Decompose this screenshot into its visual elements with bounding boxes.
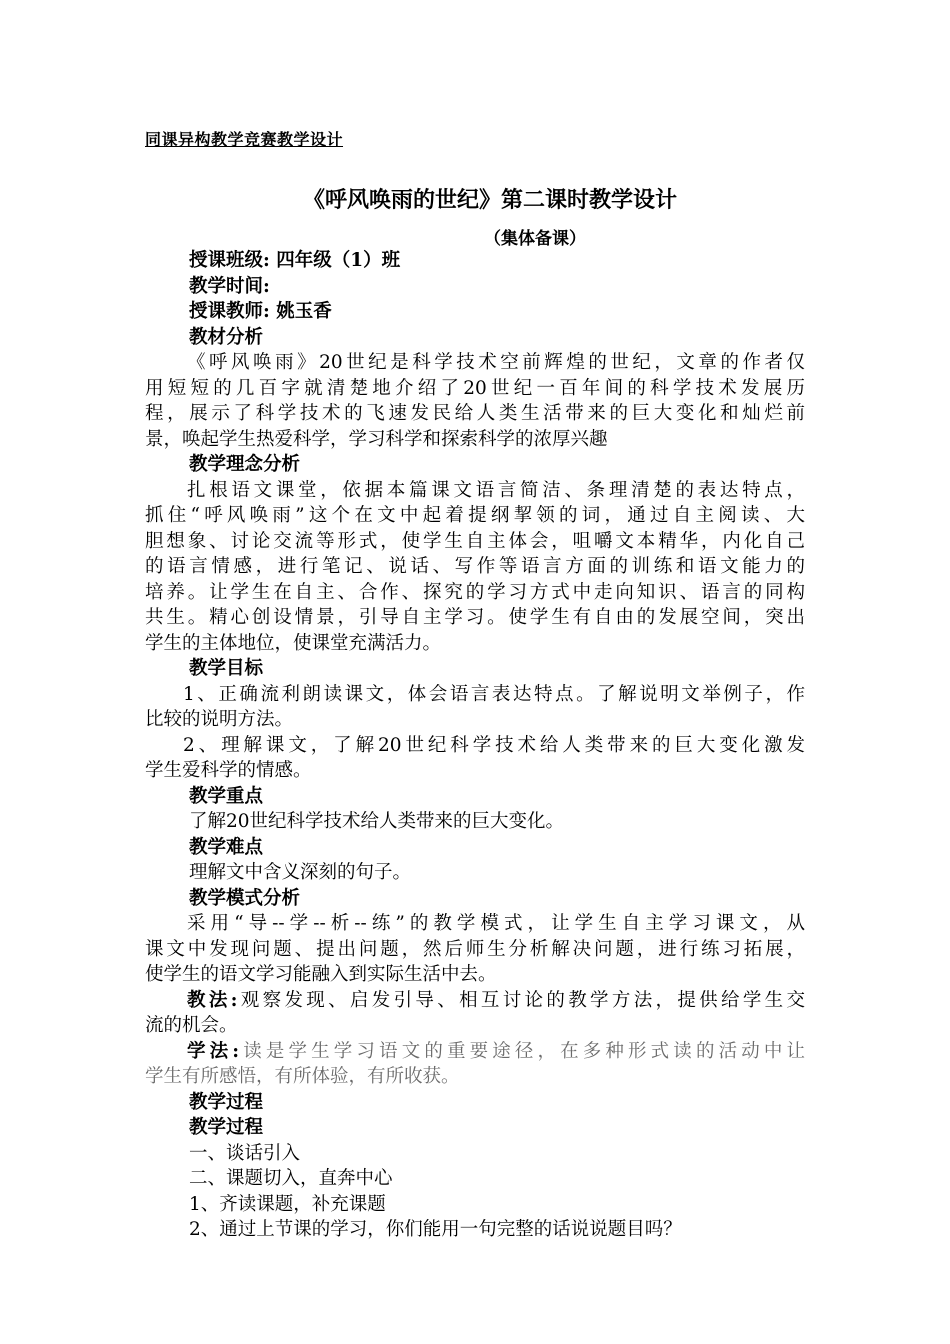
process-step: 2、通过上节课的学习，你们能用一句完整的话说说题目吗？ xyxy=(189,1219,682,1240)
paragraph-line: 用短短的几百字就清楚地介绍了20世纪一百年间的科学技术发展历 xyxy=(145,377,805,399)
info-class xyxy=(145,248,805,274)
section-heading-concept: 教学理念分析 xyxy=(189,454,301,475)
paragraph-line: 胆想象、讨论交流等形式，使学生自主体会，咀嚼文本精华，内化自己 xyxy=(145,530,805,552)
paragraph-line: 培养。让学生在自主、合作、探究的学习方式中走向知识、语言的同构 xyxy=(145,581,805,603)
process-step: 二、课题切入，直奔中心 xyxy=(189,1168,393,1189)
paragraph-line: 2、理解课文，了解20世纪科学技术给人类带来的巨大变化激发 xyxy=(183,734,805,756)
paragraph-line: 学生爱科学的情感。 xyxy=(145,760,312,781)
info-teacher-label: 授课教师: xyxy=(189,301,270,322)
section-heading-difficulty: 教学难点 xyxy=(189,836,264,858)
header-label: 同课异构教学竞赛教学设计 xyxy=(145,130,344,149)
section-heading-mode: 教学模式分析 xyxy=(189,887,301,909)
process-step: 1、齐读课题，补充课题 xyxy=(189,1193,386,1215)
paragraph-line: 程，展示了科学技术的飞速发民给人类生活带来的巨大变化和灿烂前 xyxy=(145,403,805,424)
study-method-line xyxy=(145,1039,805,1065)
info-time xyxy=(145,274,805,300)
paragraph-line: 比较的说明方法。 xyxy=(145,709,294,730)
study-method-label: 学法: xyxy=(187,1040,240,1062)
paragraph-line: 学生有所感悟，有所体验，有所收获。 xyxy=(145,1066,460,1087)
study-method-text: 读是学生学习语文的重要途径，在多种形式读的活动中让 xyxy=(239,1040,805,1062)
info-teacher-value: 姚玉香 xyxy=(276,301,332,322)
section-heading-process-repeat: 教学过程 xyxy=(189,1117,264,1138)
page-title: 《呼风唤雨的世纪》第二课时教学设计 xyxy=(302,187,677,213)
section-heading-key: 教学重点 xyxy=(189,785,264,807)
teaching-method-line xyxy=(145,988,805,1014)
paragraph-line: 景，唤起学生热爱科学，学习科学和探索科学的浓厚兴趣 xyxy=(145,428,608,450)
paragraph-line: 理解文中含义深刻的句子。 xyxy=(189,862,412,883)
page-subtitle: （集体备课） xyxy=(484,229,586,249)
paragraph-line: 采用“导--学--析--练”的教学模式，让学生自主学习课文，从 xyxy=(187,913,805,934)
paragraph-line: 的语言情感，进行笔记、说话、写作等语言方面的训练和语文能力的 xyxy=(145,556,805,577)
paragraph-line: 使学生的语文学习能融入到实际生活中去。 xyxy=(145,964,497,985)
paragraph-line: 《呼风唤雨》20世纪是科学技术空前辉煌的世纪，文章的作者仅 xyxy=(187,352,805,373)
paragraph-line: 了解20世纪科学技术给人类带来的巨大变化。 xyxy=(189,811,565,832)
paragraph-line: 流的机会。 xyxy=(145,1015,238,1036)
paragraph-line: 课文中发现问题、提出问题，然后师生分析解决问题，进行练习拓展， xyxy=(145,938,805,960)
info-time-label: 教学时间: xyxy=(189,275,270,297)
document-body xyxy=(145,248,805,1243)
info-teacher xyxy=(145,299,805,325)
section-heading-goals: 教学目标 xyxy=(189,658,264,679)
teaching-method-text: 观察发现、启发引导、相互讨论的教学方法，提供给学生交 xyxy=(237,989,805,1011)
paragraph-line: 抓住“呼风唤雨”这个在文中起着提纲挈领的词，通过自主阅读、大 xyxy=(145,505,805,526)
paragraph-line: 学生的主体地位，使课堂充满活力。 xyxy=(145,632,442,654)
teaching-method-label: 教法: xyxy=(187,989,238,1011)
info-class-label: 授课班级: xyxy=(189,250,270,271)
section-heading-material: 教材分析 xyxy=(189,326,264,348)
process-step: 一、谈话引入 xyxy=(189,1142,301,1164)
paragraph-line: 共生。精心创设情景，引导自主学习。使学生有自由的发展空间，突出 xyxy=(145,607,805,628)
paragraph-line: 1、正确流利朗读课文，体会语言表达特点。了解说明文举例子，作 xyxy=(183,683,805,705)
info-class-value: 四年级（1）班 xyxy=(276,250,401,271)
paragraph-line: 扎根语文课堂，依据本篇课文语言简洁、条理清楚的表达特点， xyxy=(187,479,805,501)
section-heading-process: 教学过程 xyxy=(189,1091,264,1113)
